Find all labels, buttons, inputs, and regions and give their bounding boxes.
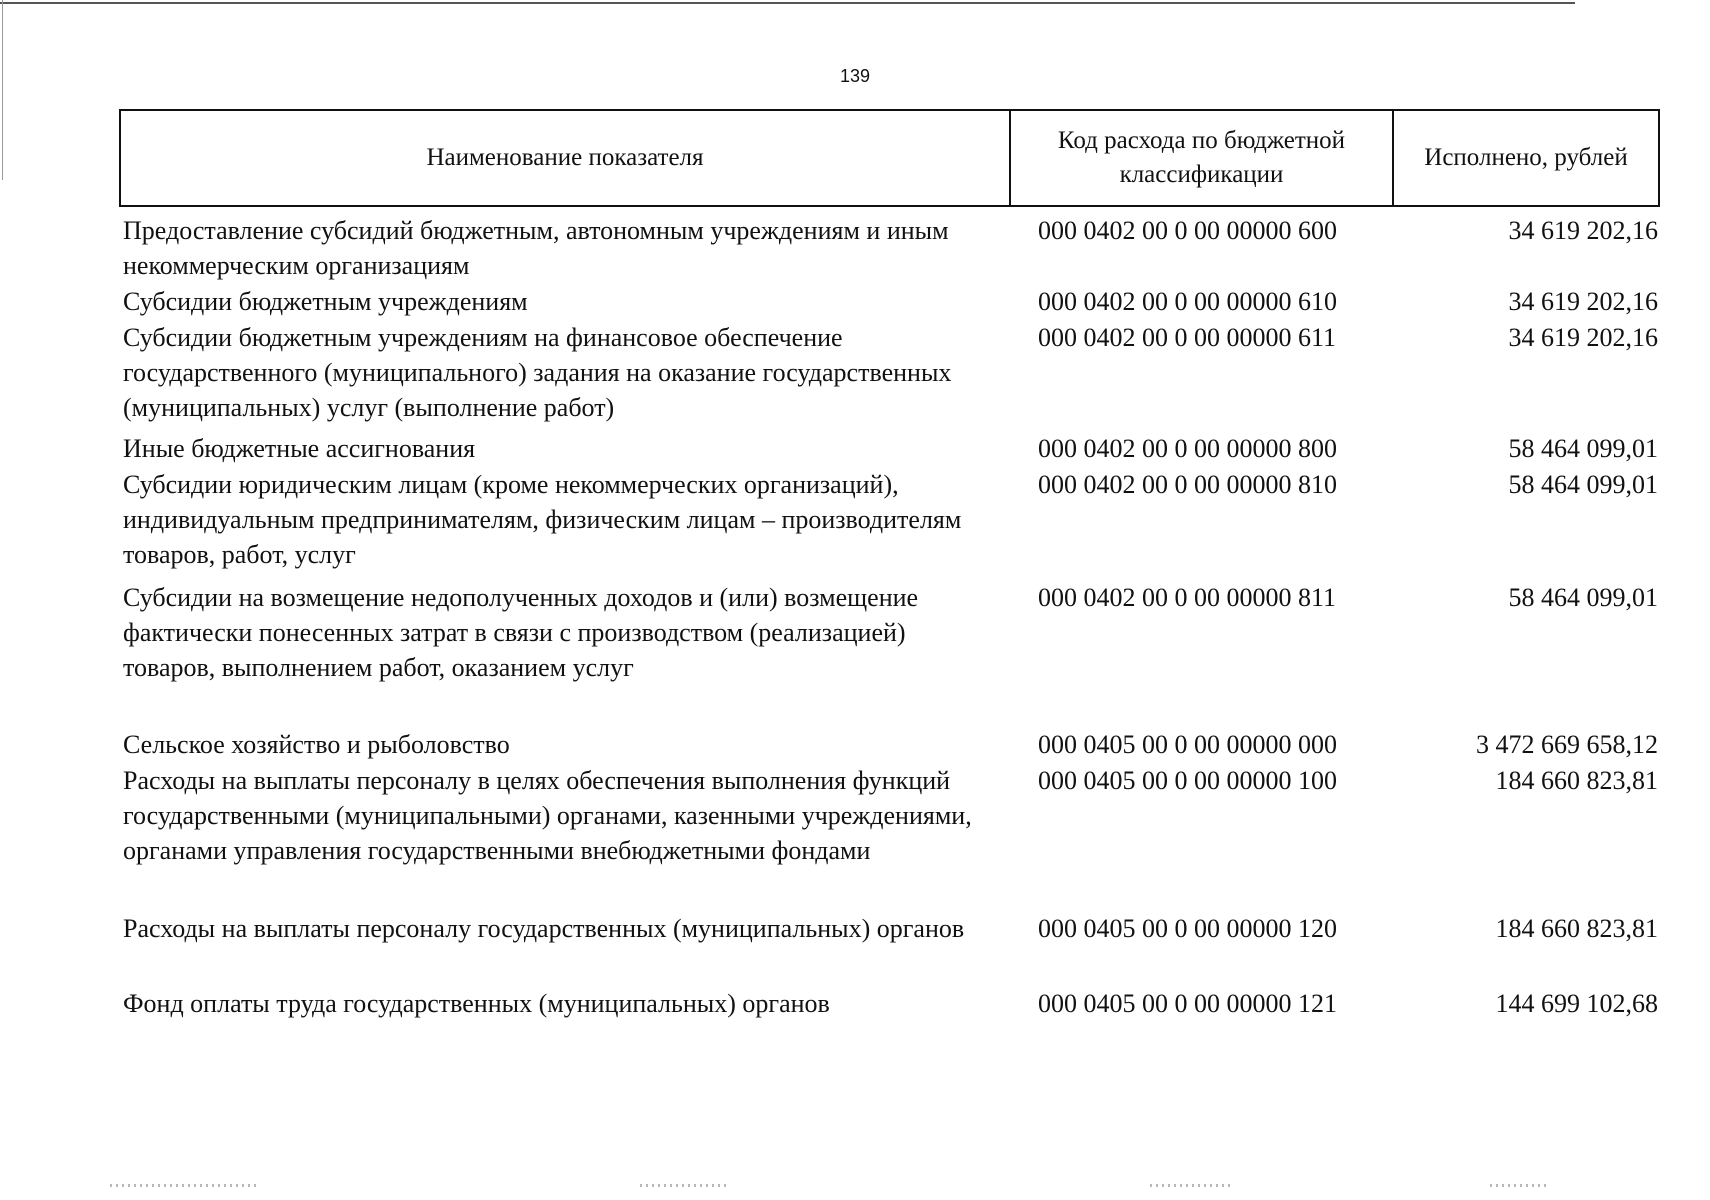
row-name: Предоставление субсидий бюджетным, автономным учреждениям и иным некоммерческим организациям — [123, 216, 949, 280]
row-code: 000 0405 00 0 00 00000 120 — [1038, 914, 1337, 943]
row-name: Расходы на выплаты персоналу в целях обеспечения выполнения функций государственными (муниципальными) органами, казенными учреждениями, органами управления государственными внебюджетными фондами — [123, 766, 972, 865]
row-name: Фонд оплаты труда государственных (муниципальных) органов — [123, 989, 830, 1018]
row-code: 000 0402 00 0 00 00000 611 — [1038, 323, 1337, 352]
table-header — [119, 109, 1660, 207]
row-executed: 144 699 102,68 — [1495, 989, 1658, 1018]
scan-edge-left — [2, 0, 3, 180]
page-number: 139 — [839, 66, 871, 86]
row-executed: 58 464 099,01 — [1508, 470, 1658, 499]
header-code: Код расхода по бюджетной классификации — [1011, 111, 1394, 205]
row-executed: 3 472 669 658,12 — [1476, 730, 1658, 759]
row-executed: 34 619 202,16 — [1508, 323, 1658, 352]
row-code: 000 0402 00 0 00 00000 600 — [1038, 216, 1337, 245]
row-code: 000 0402 00 0 00 00000 810 — [1038, 470, 1337, 499]
row-name: Субсидии бюджетным учреждениям — [123, 287, 528, 316]
row-code: 000 0405 00 0 00 00000 000 — [1038, 730, 1337, 759]
row-name: Сельское хозяйство и рыболовство — [123, 730, 510, 759]
scan-noise — [1490, 1184, 1550, 1187]
scan-edge-top — [0, 2, 1575, 4]
row-executed: 34 619 202,16 — [1508, 216, 1658, 245]
header-executed: Исполнено, рублей — [1424, 144, 1628, 171]
row-executed: 34 619 202,16 — [1508, 287, 1658, 316]
scan-noise — [640, 1184, 730, 1187]
row-executed: 58 464 099,01 — [1508, 583, 1658, 612]
scan-noise — [110, 1184, 260, 1187]
row-name: Иные бюджетные ассигнования — [123, 434, 476, 463]
row-executed: 58 464 099,01 — [1508, 434, 1658, 463]
header-name: Наименование показателя — [121, 111, 1011, 205]
row-name: Расходы на выплаты персоналу государственных (муниципальных) органов — [123, 914, 965, 943]
row-code: 000 0405 00 0 00 00000 121 — [1038, 989, 1337, 1018]
row-name: Субсидии бюджетным учреждениям на финансовое обеспечение государственного (муниципального) задания на оказание государственных (муниципальных) услуг (выполнение работ) — [123, 323, 952, 422]
row-name: Субсидии на возмещение недополученных доходов и (или) возмещение фактически понесенных затрат в связи с производством (реализацией) товаров, выполнением работ, оказанием услуг — [123, 583, 919, 682]
row-code: 000 0402 00 0 00 00000 610 — [1038, 287, 1337, 316]
scan-noise — [1150, 1184, 1230, 1187]
row-name: Субсидии юридическим лицам (кроме некоммерческих организаций), индивидуальным предпринимателям, физическим лицам – производителям товаров, работ, услуг — [123, 470, 962, 569]
row-code: 000 0402 00 0 00 00000 800 — [1038, 434, 1337, 463]
row-code: 000 0405 00 0 00 00000 100 — [1038, 766, 1337, 795]
row-executed: 184 660 823,81 — [1495, 766, 1658, 795]
row-executed: 184 660 823,81 — [1495, 914, 1658, 943]
row-code: 000 0402 00 0 00 00000 811 — [1038, 583, 1337, 612]
